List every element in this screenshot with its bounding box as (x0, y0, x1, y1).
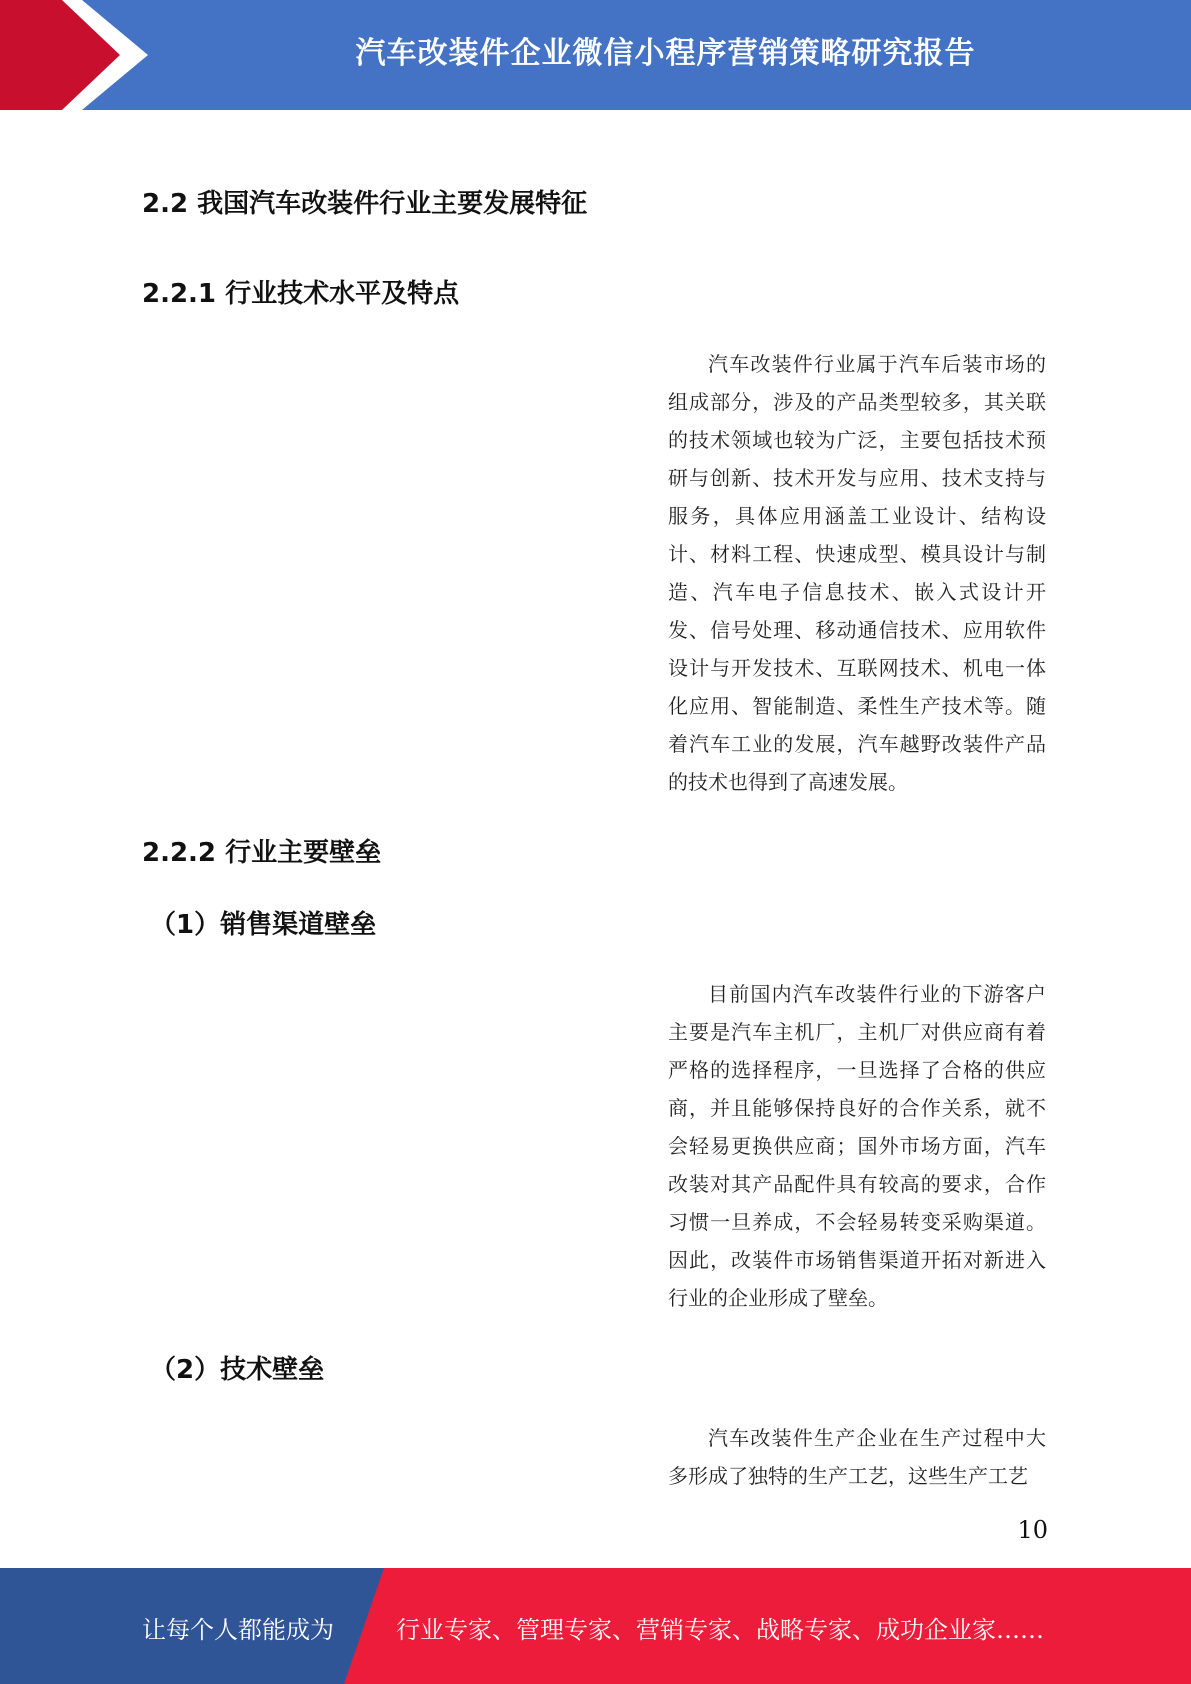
page-header (0, 0, 1191, 110)
page-footer (0, 1568, 1191, 1684)
report-title: 汽车改装件企业微信小程序营销策略研究报告 (355, 36, 976, 71)
page-number: 10 (1017, 1516, 1048, 1544)
footer-slogan-left: 让每个人都能成为 (142, 1616, 334, 1644)
subheading-technology: （2）技术壁垒 (150, 1355, 325, 1385)
section-heading-2-2: 2.2 我国汽车改装件行业主要发展特征 (142, 189, 588, 219)
subheading-sales-channel: （1）销售渠道壁垒 (150, 910, 377, 940)
paragraph-sales-channel: 目前国内汽车改装件行业的下游客户主要是汽车主机厂，主机厂对供应商有着严格的选择程序，一旦选择了合格的供应商，并且能够保持良好的合作关系，就不会轻易更换供应商；国外市场方面，汽车改装对其产品配件具有较高的要求，合作习惯一旦养成，不会轻易转变采购渠道。因此，改装件市场销售渠道开拓对新进入行业的企业形成了壁垒。 (668, 982, 1046, 1310)
section-heading-2-2-1: 2.2.1 行业技术水平及特点 (142, 279, 460, 309)
header-arrow-decoration (0, 0, 160, 110)
paragraph-tech-level: 汽车改装件行业属于汽车后装市场的组成部分，涉及的产品类型较多，其关联的技术领域也较为广泛，主要包括技术预研与创新、技术开发与应用、技术支持与服务，具体应用涵盖工业设计、结构设计、材料工程、快速成型、模具设计与制造、汽车电子信息技术、嵌入式设计开发、信号处理、移动通信技术、应用软件设计与开发技术、互联网技术、机电一体化应用、智能制造、柔性生产技术等。随着汽车工业的发展，汽车越野改装件产品的技术也得到了高速发展。 (668, 352, 1046, 794)
footer-slogan-right: 行业专家、管理专家、营销专家、战略专家、成功企业家…… (396, 1616, 1044, 1644)
section-heading-2-2-2: 2.2.2 行业主要壁垒 (142, 838, 382, 868)
paragraph-technology: 汽车改装件生产企业在生产过程中大多形成了独特的生产工艺，这些生产工艺 (668, 1426, 1046, 1488)
